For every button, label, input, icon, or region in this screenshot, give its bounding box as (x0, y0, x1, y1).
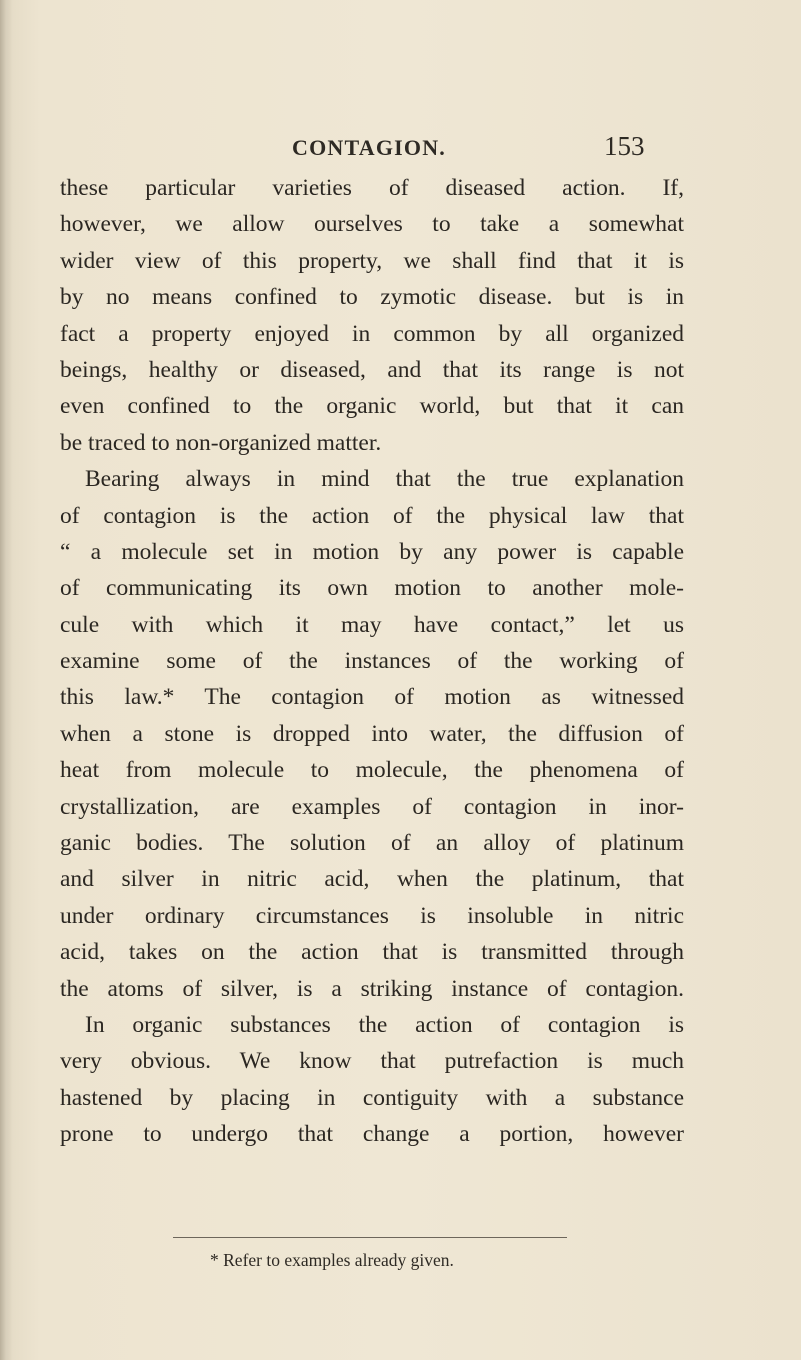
page-number: 153 (604, 131, 645, 161)
text-line: of contagion is the action of the physical law that (60, 502, 684, 529)
text-line: beings, healthy or diseased, and that its range is not (60, 356, 684, 383)
text-line: examine some of the instances of the working of (60, 648, 684, 675)
text-line: “ a molecule set in motion by any power is capable (60, 538, 684, 565)
text-line: of communicating its own motion to another mole- (60, 575, 684, 602)
text-line: be traced to non-organized matter. (60, 429, 382, 456)
text-line: and silver in nitric acid, when the platinum, that (60, 866, 684, 893)
text-line: Bearing always in mind that the true explanation (85, 466, 684, 493)
binding-gutter (0, 0, 12, 1360)
text-line: this law.* The contagion of motion as witnessed (60, 684, 684, 711)
text-line: when a stone is dropped into water, the diffusion of (60, 720, 684, 747)
text-line: ganic bodies. The solution of an alloy of platinum (60, 830, 684, 857)
footnote-rule (173, 1237, 567, 1238)
text-line: In organic substances the action of contagion is (85, 1011, 684, 1038)
text-line: crystallization, are examples of contagion in inor- (60, 793, 684, 820)
text-line: prone to undergo that change a portion, however (60, 1121, 684, 1148)
text-line: the atoms of silver, is a striking instance of contagion. (60, 975, 684, 1002)
text-line: hastened by placing in contiguity with a substance (60, 1084, 684, 1111)
text-line: however, we allow ourselves to take a somewhat (60, 211, 684, 238)
footnote: * Refer to examples already given. (210, 1250, 454, 1270)
running-head: CONTAGION. (292, 135, 446, 160)
text-line: wider view of this property, we shall find that it is (60, 247, 684, 274)
text-line: heat from molecule to molecule, the phenomena of (60, 757, 684, 784)
text-line: even confined to the organic world, but that it can (60, 393, 684, 420)
text-line: acid, takes on the action that is transmitted through (60, 939, 684, 966)
text-line: cule with which it may have contact,” let us (60, 611, 684, 638)
text-line: under ordinary circumstances is insoluble in nitric (60, 902, 684, 929)
text-line: these particular varieties of diseased action. If, (60, 175, 684, 201)
text-line: by no means confined to zymotic disease. but is in (60, 284, 684, 311)
text-line: fact a property enjoyed in common by all organized (60, 320, 684, 347)
body-text (60, 170, 684, 1153)
text-line: very obvious. We know that putrefaction is much (60, 1048, 684, 1075)
